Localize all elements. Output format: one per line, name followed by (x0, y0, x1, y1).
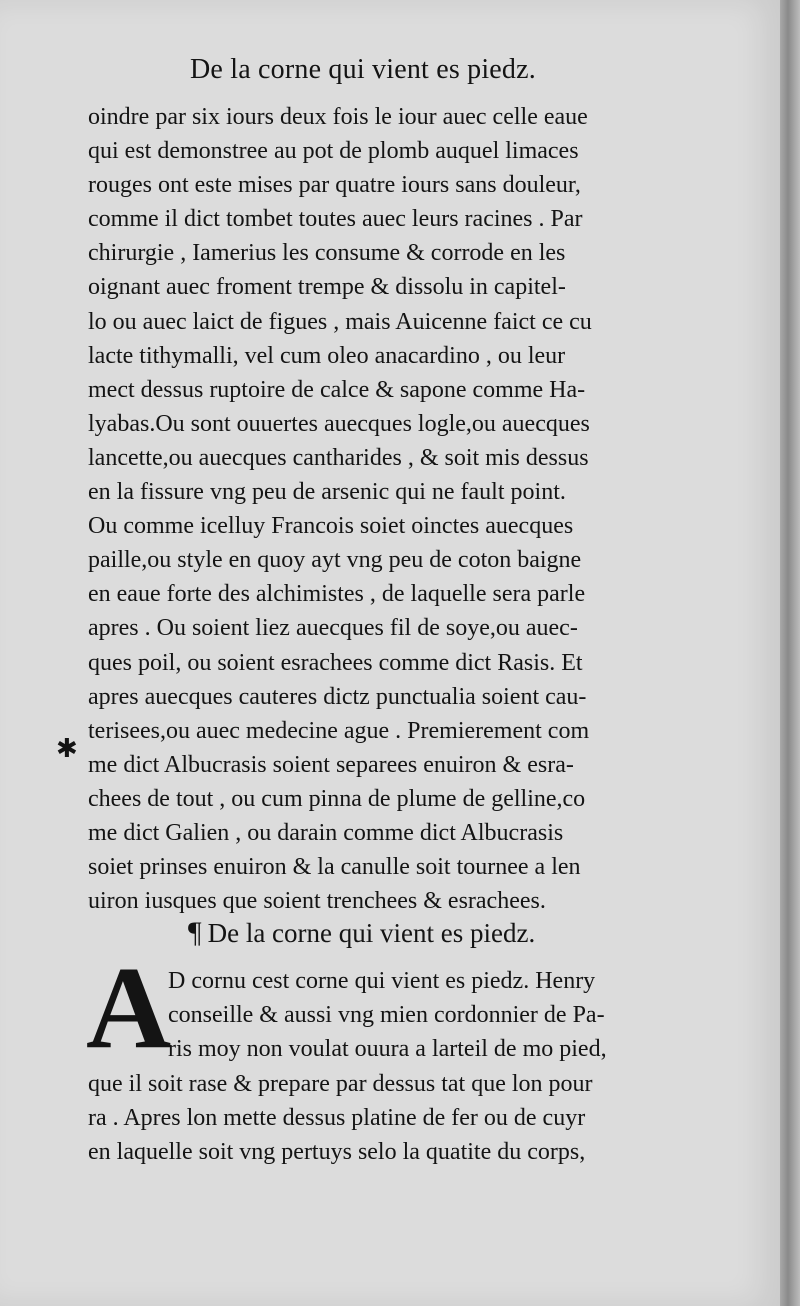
text-line: lancette,ou auecques cantharides , & soit mis dessus (88, 444, 589, 471)
body-text (88, 100, 718, 918)
text-line: ra . Apres lon mette dessus platine de fer ou de cuyr (88, 1105, 586, 1132)
text-line: chirurgie , Iamerius les consume & corrode en les (88, 240, 566, 267)
text-line: comme il dict tombet toutes auec leurs racines . Par (88, 206, 583, 233)
text-line: lyabas.Ou sont ouuertes auecques logle,ou auecques (88, 410, 590, 437)
text-line: lo ou auec laict de figues , mais Auicenne faict ce cu (88, 308, 592, 335)
text-line: en eaue forte des alchimistes , de laquelle sera parle (88, 581, 586, 608)
text-line: Ou comme icelluy Francois soiet oinctes auecques (88, 513, 574, 540)
text-line: terisees,ou auec medecine ague . Premierement com (88, 717, 590, 744)
marginal-mark-icon: ✱ (56, 734, 78, 763)
text-line: oindre par six iours deux fois le iour auec celle eaue (88, 104, 588, 130)
text-line: ris moy non voulat ouura a larteil de mo pied, (168, 1036, 607, 1063)
dropcap-lines (168, 964, 728, 1067)
text-line: oignant auec froment trempe & dissolu in capitel- (88, 274, 566, 301)
section-heading (188, 916, 535, 950)
drop-cap: A (86, 942, 172, 1073)
text-line: en laquelle soit vng pertuys selo la quatite du corps, (88, 1139, 586, 1166)
text-line: me dict Albucrasis soient separees enuiron & esra- (88, 751, 574, 778)
text-line: lacte tithymalli, vel cum oleo anacardino , ou leur (88, 342, 566, 369)
text-line: conseille & aussi vng mien cordonnier de Pa- (168, 1002, 605, 1029)
text-line: soiet prinses enuiron & la canulle soit tournee a len (88, 854, 581, 881)
text-line: ques poil, ou soient esrachees comme dict Rasis. Et (88, 649, 583, 676)
text-line: chees de tout , ou cum pinna de plume de gelline,co (88, 785, 586, 812)
text-line: uiron iusques que soient trenchees & esrachees. (88, 888, 546, 915)
text-line: me dict Galien , ou darain comme dict Albucrasis (88, 819, 564, 846)
text-line: mect dessus ruptoire de calce & sapone comme Ha- (88, 376, 586, 403)
text-line: rouges ont este mises par quatre iours sans douleur, (88, 172, 581, 199)
text-line: apres . Ou soient liez auecques fil de soye,ou auec- (88, 615, 578, 642)
page-edge (780, 0, 800, 1306)
pilcrow-icon: ¶ (188, 916, 202, 949)
text-line: apres auecques cauteres dictz punctualia soient cau- (88, 683, 587, 710)
section-body-text (88, 1067, 728, 1170)
running-title: De la corne qui vient es piedz. (190, 54, 536, 85)
text-line: qui est demonstree au pot de plomb auquel limaces (88, 138, 579, 165)
section-title-text: De la corne qui vient es piedz. (207, 918, 536, 948)
text-line: paille,ou style en quoy ayt vng peu de coton baigne (88, 547, 582, 574)
text-line: D cornu cest corne qui vient es piedz. Henry (168, 968, 596, 994)
text-line: en la fissure vng peu de arsenic qui ne fault point. (88, 479, 566, 506)
text-line: que il soit rase & prepare par dessus tat que lon pour (88, 1071, 593, 1097)
